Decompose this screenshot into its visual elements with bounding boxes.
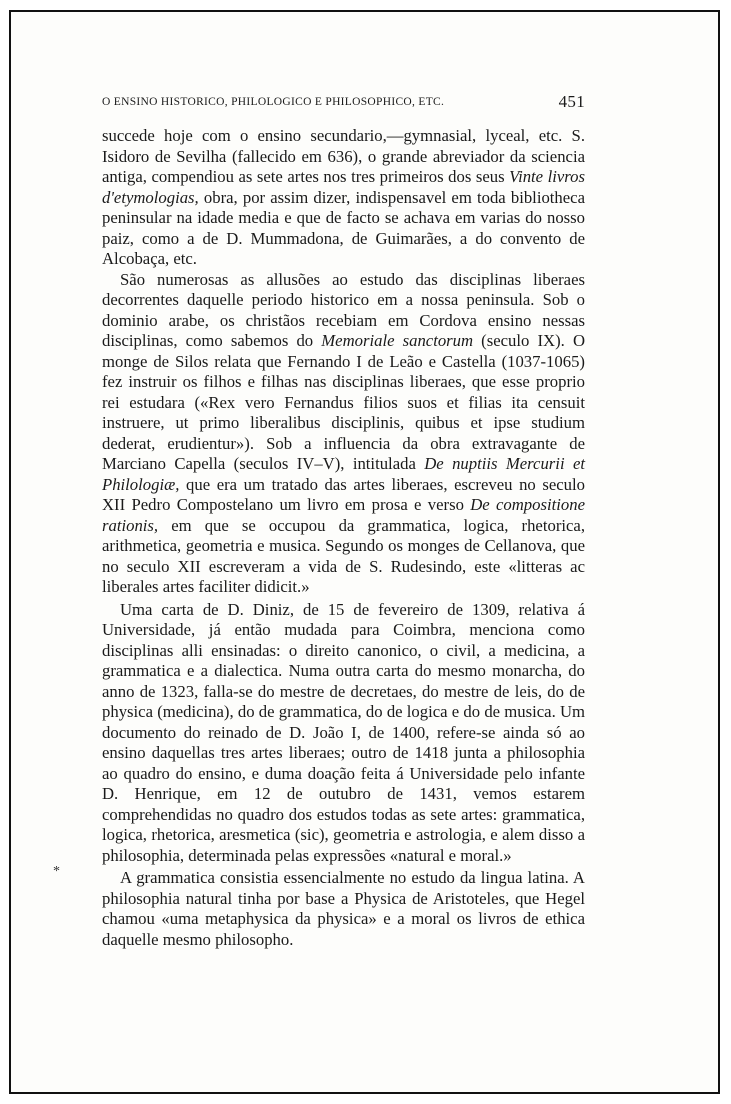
footer-asterisk: * — [53, 864, 60, 879]
italic-title: Vinte livros d'etymologias, — [102, 167, 585, 207]
text-run: em que se occupou da grammatica, logica, rhetorica, arithmetica, geometria e musica. Segundo os monges de Cellanova, que no seculo XII escreveram a vida de S. Rudesindo, este «litteras ac liberales artes faciliter didicit.» — [102, 515, 585, 596]
italic-title: De nuptiis Mercurii et Philologiæ, — [102, 454, 585, 494]
text-run: obra, por assim dizer, indispensavel em toda bibliotheca peninsular na idade media e que de facto se achava em varias do nosso paiz, como a de D. Mummadona, de Guimarães, a do convento de Alcobaça, etc. — [102, 187, 585, 268]
paragraph — [102, 868, 585, 950]
page-number: 451 — [558, 92, 585, 111]
paragraph — [102, 270, 585, 598]
body-text — [102, 126, 585, 950]
text-run: succede hoje com o ensino secundario,—gymnasial, lyceal, etc. S. Isidoro de Sevilha (fallecido em 636), o grande abreviador da sciencia antiga, compendiou as sete artes nos tres primeiros dos seus — [102, 126, 585, 186]
text-run: (seculo IX). O monge de Silos relata que Fernando I de Leão e Castella (1037-1065) fez instruir os filhos e filhas nas disciplinas liberaes, que esse proprio rei estudara («Rex vero Fernandus filios suos et filias ita censuit instruere, ut primo liberalibus disciplinis, quibus et ipse studium dederat, erudientur»). Sob a influencia da obra extravagante de Marciano Capella (seculos IV–V), intitulada — [102, 331, 585, 473]
text-run: Uma carta de D. Diniz, de 15 de fevereiro de 1309, relativa á Universidade, já então mudada para Coimbra, menciona como disciplinas alli ensinadas: o direito canonico, o civil, a medicina, a grammatica e a dialectica. Numa outra carta do mesmo monarcha, do anno de 1323, falla-se do mestre de decretaes, do mestre de leis, do de physica (medicina), do de grammatica, do de logica e do de musica. Um documento do reinado de D. João I, de 1400, refere-se ainda só ao ensino daquellas tres artes liberaes; outro de 1418 junta a philosophia ao quadro do ensino, e duma doação feita á Universidade pelo infante D. Henrique, em 12 de outubro de 1431, vemos estarem comprehendidas no quadro dos estudos todas as sete artes: grammatica, logica, rhetorica, aresmetica (sic), geometria e astrologia, e alem disso a philosophia, determinada pelas expressões «natural e moral.» — [102, 599, 585, 865]
running-head — [102, 92, 585, 116]
text-run: A grammatica consistia essencialmente no estudo da lingua latina. A philosophia natural tinha por base a Physica de Aristoteles, que Hegel chamou «uma metaphysica da physica» e a moral os livros de ethica daquelle mesmo philosopho. — [102, 868, 585, 949]
book-page — [102, 92, 585, 950]
text-run: São numerosas as allusões ao estudo das disciplinas liberaes decorrentes daquelle periodo historico em a nossa peninsula. Sob o dominio arabe, os christãos recebiam em Cordova ensino nessas disciplinas, como sabemos do — [102, 269, 585, 350]
paragraph — [102, 600, 585, 867]
running-title: O ENSINO HISTORICO, PHILOLOGICO E PHILOSOPHICO, ETC. — [102, 96, 445, 108]
italic-title: Memoriale sanctorum — [321, 331, 474, 350]
text-run: que era um tratado das artes liberaes, escreveu no seculo XII Pedro Compostelano um livro em prosa e verso — [102, 474, 585, 514]
italic-title: De compositione rationis, — [102, 495, 585, 535]
paragraph — [102, 126, 585, 270]
